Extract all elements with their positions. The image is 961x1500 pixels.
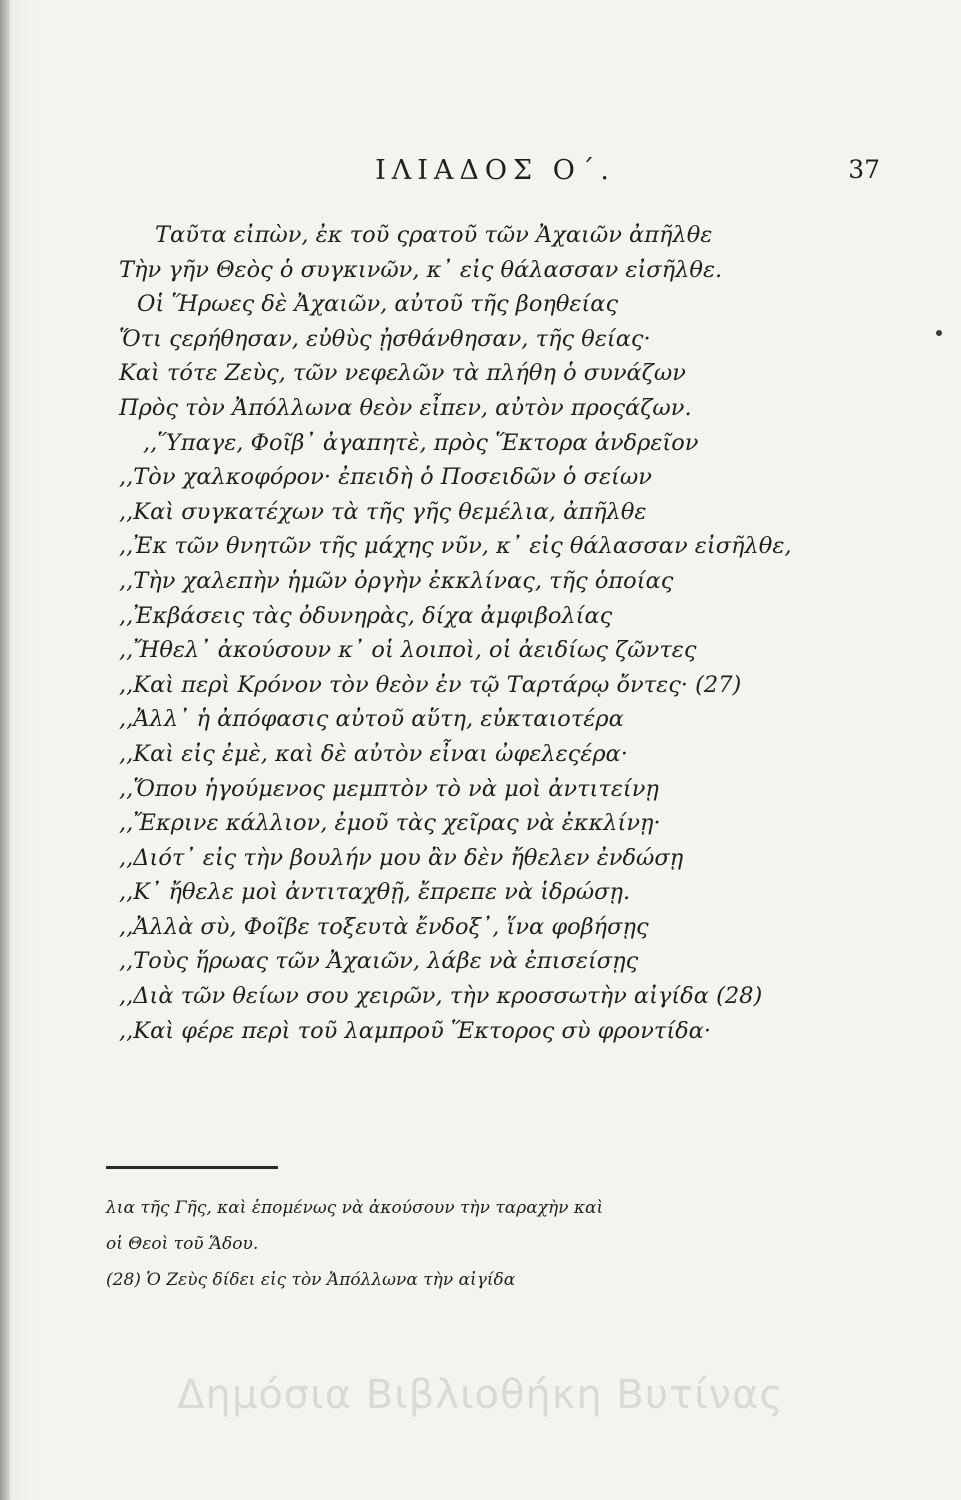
verse-line: ,,Καὶ περὶ Κρόνον τὸν θεὸν ἐν τῷ Ταρτάρῳ ὄντες· (27) (119, 671, 742, 698)
footnote-separator (106, 1166, 278, 1169)
verse-line: ,,Καὶ συγκατέχων τὰ τῆς γῆς θεμέλια, ἀπῆλθε (119, 498, 647, 525)
verse-line: ,,Ὅπου ἡγούμενος μεμπτὸν τὸ νὰ μοὶ ἀντιτείνῃ (119, 775, 659, 802)
verse-line: ,,Καὶ εἰς ἐμὲ, καὶ δὲ αὐτὸν εἶναι ὠφελεςέρα· (119, 740, 628, 767)
verse-line: Πρὸς τὸν Ἀπόλλωνα θεὸν εἶπεν, αὐτὸν προςάζων. (119, 394, 692, 421)
running-header (110, 155, 880, 195)
verse-line: ,,Ἤθελ᾿ ἀκούσουν κ᾿ οἱ λοιποὶ, οἱ ἀειδίως ζῶντες (119, 637, 697, 664)
footnote-28: (28) Ὁ Ζεὺς δίδει εἰς τὸν Ἀπόλλωνα τὴν αἰγίδα (106, 1270, 516, 1290)
verse-line: ,,Ἐκβάσεις τὰς ὀδυνηρὰς, δίχα ἀμφιβολίας (119, 602, 613, 629)
verse-line: ,,Διὰ τῶν θείων σου χειρῶν, τὴν κροσσωτὴν αἰγίδα (28) (119, 983, 763, 1010)
verse-line: ,,Ἀλλ᾿ ἡ ἀπόφασις αὐτοῦ αὕτη, εὐκταιοτέρα (119, 706, 624, 733)
ink-spot (936, 330, 942, 336)
footnotes (106, 1190, 886, 1298)
verse-line: ,,Ἔκρινε κάλλιον, ἐμοῦ τὰς χεῖρας νὰ ἐκκλίνῃ· (119, 810, 661, 837)
running-title: ΙΛΙΑΔΟΣ Ο΄. (375, 155, 615, 186)
verse-line: ,,Τὴν χαλεπὴν ἡμῶν ὀργὴν ἐκκλίνας, τῆς ὁποίας (119, 567, 674, 594)
verse-line: ,,Καὶ φέρε περὶ τοῦ λαμπροῦ Ἕκτορος σὺ φροντίδα· (119, 1017, 712, 1044)
verse-line: ,,Ἐκ τῶν θνητῶν τῆς μάχης νῦν, κ᾿ εἰς θάλασσαν εἰσῆλθε, (119, 533, 792, 560)
verse-block (105, 218, 895, 1048)
verse-line: ,,Διότ᾿ εἰς τὴν βουλήν μου ἂν δὲν ἤθελεν ἐνδώσῃ (119, 844, 684, 871)
verse-line: Οἱ Ἥρωες δὲ Ἀχαιῶν, αὐτοῦ τῆς βοηθείας (137, 291, 619, 318)
verse-line: ,,Ἀλλὰ σὺ, Φοῖβε τοξευτὰ ἔνδοξ᾿, ἵνα φοβήσῃς (119, 913, 649, 940)
verse-line: ,,Τὸν χαλκοφόρον· ἐπειδὴ ὁ Ποσειδῶν ὁ σείων (119, 464, 652, 491)
verse-line: Ὅτι ςερήθησαν, εὐθὺς ᾐσθάνθησαν, τῆς θείας· (119, 325, 651, 352)
library-watermark: Δημόσια Βιβλιοθήκη Βυτίνας (177, 1372, 784, 1418)
verse-line: Ταῦτα εἰπὼν, ἐκ τοῦ ςρατοῦ τῶν Ἀχαιῶν ἀπῆλθε (155, 222, 713, 248)
verse-line: Καὶ τότε Ζεὺς, τῶν νεφελῶν τὰ πλήθη ὁ συνάζων (119, 360, 686, 387)
footnote-line: οἱ Θεοὶ τοῦ Ἅδου. (106, 1234, 259, 1254)
verse-line: ,,Τοὺς ἥρωας τῶν Ἀχαιῶν, λάβε νὰ ἐπισείσῃς (119, 948, 639, 975)
page-gutter-shadow (0, 0, 10, 1500)
verse-line: Τὴν γῆν Θεὸς ὁ συγκινῶν, κ᾿ εἰς θάλασσαν εἰσῆλθε. (119, 256, 723, 283)
page-number: 37 (848, 155, 880, 184)
verse-line: ,,Ὕπαγε, Φοῖβ᾿ ἀγαπητὲ, πρὸς Ἕκτορα ἀνδρεῖον (143, 429, 699, 456)
verse-line: ,,Κ᾿ ἤθελε μοὶ ἀντιταχθῇ, ἔπρεπε νὰ ἱδρώσῃ. (119, 879, 631, 906)
footnote-line: λια τῆς Γῆς, καὶ ἑπομένως νὰ ἀκούσουν τὴν ταραχὴν καὶ (106, 1198, 604, 1218)
